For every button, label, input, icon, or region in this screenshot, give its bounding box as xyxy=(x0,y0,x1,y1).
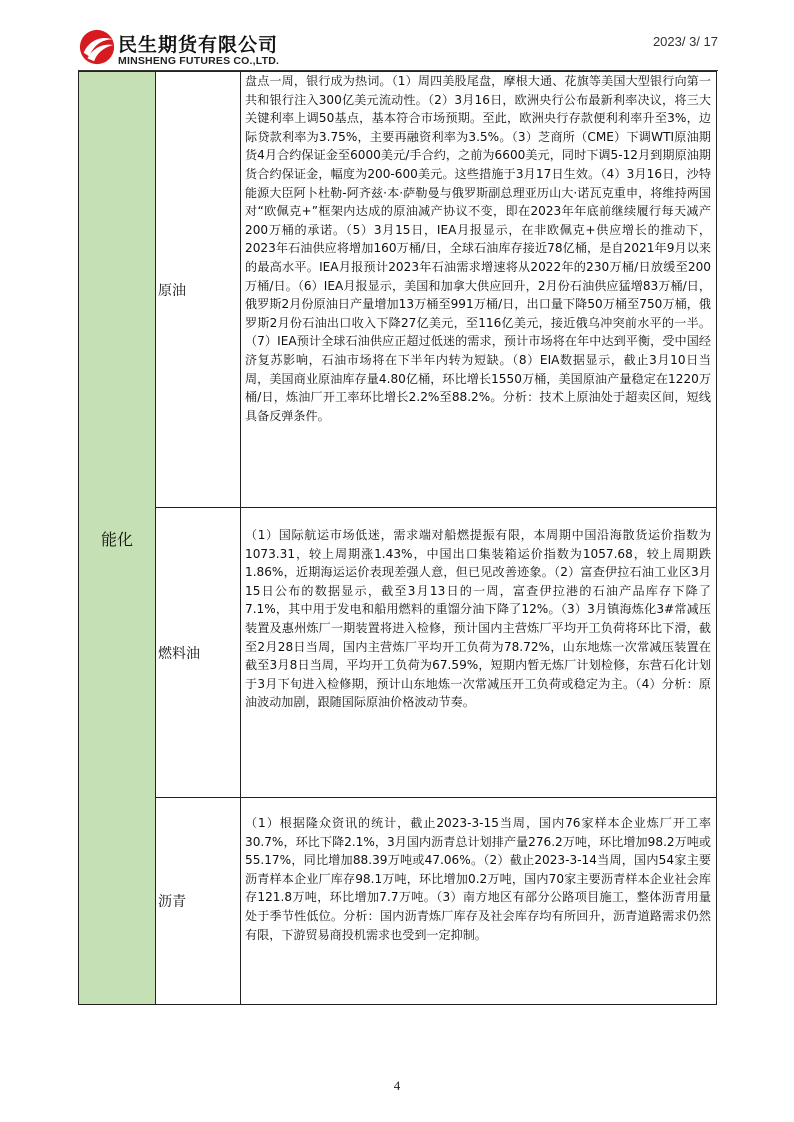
commodity-label: 原油 xyxy=(158,282,186,299)
content-text: （1）根据隆众资讯的统计，截止2023-3-15当周，国内76家样本企业炼厂开工率30.7%，环比下降2.1%，3月国内沥青总计划排产量276.2万吨，环比增加98.2万吨或55.17%，同比增加88.39万吨或47.06%。（2）截止2023-3-14当周，国内54家主要沥青样本企业厂库存98.1万吨，环比增加0.2万吨，国内70家主要沥青样本企业社会库存121.8万吨，环比增加7.7万吨。（3）南方地区有部分公路项目施工，整体沥青用量处于季节性低位。分析：国内沥青炼厂库存及社会库存均有所回升，沥青道路需求仍然有限，下游贸易商投机需求也受到一定抑制。 xyxy=(245,816,711,942)
commodity-name-fuel-oil xyxy=(156,508,241,798)
commodity-name-crude-oil xyxy=(156,72,241,508)
company-name-cn: 民生期货有限公司 xyxy=(118,34,279,56)
commodity-content-crude-oil xyxy=(241,72,717,508)
table-row xyxy=(79,72,717,508)
report-date: 2023/ 3/ 17 xyxy=(652,34,718,49)
table-row xyxy=(79,798,717,1005)
table-row xyxy=(79,508,717,798)
page-header xyxy=(78,22,718,74)
commodity-name-asphalt xyxy=(156,798,241,1005)
sector-cell xyxy=(79,72,156,1005)
commodity-label: 沥青 xyxy=(158,894,186,910)
content-text: （1）国际航运市场低迷，需求端对船燃提振有限，本周期中国沿海散货运价指数为1073.31，较上周期涨1.43%，中国出口集装箱运价指数为1057.68，较上周期跌1.86%，近期海运运价表现差强人意，但已见改善迹象。（2）富查伊拉石油工业区3月15日公布的数据显示，截至3月13日的一周，富查伊拉港的石油产品库存下降了7.1%，其中用于发电和船用燃料的重馏分油下降了12%。（3）3月镇海炼化3#常减压装置及惠州炼厂一期装置将进入检修，预计国内主营炼厂平均开工负荷将环比下滑，截至2月28日当周，国内主营炼厂平均开工负荷为78.72%，山东地炼一次常减压装置在截至3月8日当周，平均开工负荷为67.59%，短期内暂无炼厂计划检修，东营石化计划于3月下旬进入检修期，预计山东地炼一次常减压开工负荷或稳定为主。（4）分析：原油波动加剧，跟随国际原油价格波动节奏。 xyxy=(245,528,711,710)
commodity-table xyxy=(78,71,717,1005)
sector-label: 能化 xyxy=(100,529,133,549)
commodity-content-asphalt xyxy=(241,798,717,1005)
commodity-label: 燃料油 xyxy=(158,645,200,662)
content-text: 盘点一周，银行成为热词。（1）周四美股尾盘，摩根大通、花旗等美国大型银行向第一共和银行注入300亿美元流动性。（2）3月16日，欧洲央行公布最新利率决议，将三大关键利率上调50基点，基本符合市场预期。至此，欧洲央行存款便利利率升至3%，边际贷款利率为3.75%，主要再融资利率为3.5%。（3）芝商所（CME）下调WTI原油期货4月合约保证金至6000美元/手合约，之前为6600美元，同时下调5-12月到期原油期货合约保证金，幅度为200-600美元。这些措施于3月17日生效。（4）3月16日，沙特能源大臣阿卜杜勒-阿齐兹·本·萨勒曼与俄罗斯副总理亚历山大·诺瓦克重申，将维持两国对“欧佩克+”框架内达成的原油减产协议不变，即在2023年年底前继续履行每天减产200万桶的承诺。（5）3月15日，IEA月报显示，在非欧佩克+供应增长的推动下，2023年石油供应将增加160万桶/日，全球石油库存接近78亿桶，是自2021年9月以来的最高水平。IEA月报预计2023年石油需求增速将从2022年的230万桶/日放缓至200万桶/日。（6）IEA月报显示，美国和加拿大供应回升，2月份石油供应猛增83万桶/日，俄罗斯2月份原油日产量增加13万桶至991万桶/日，出口量下降50万桶至750万桶，俄罗斯2月份石油出口收入下降27亿美元，至116亿美元，接近俄乌冲突前水平的一半。（7）IEA预计全球石油供应正超过低迷的需求，预计市场将在年中达到平衡，受中国经济复苏影响，石油市场将在下半年内转为短缺。（8）EIA数据显示，截止3月10日当周，美国商业原油库存量4.80亿桶，环比增长1550万桶，美国原油产量稳定在1220万桶/日，炼油厂开工率环比增长2.2%至88.2%。分析：技术上原油处于超卖区间，短线具备反弹条件。 xyxy=(245,74,711,423)
commodity-content-fuel-oil xyxy=(241,508,717,798)
company-name-en: MINSHENG FUTURES CO.,LTD. xyxy=(118,55,280,67)
minsheng-logo-icon xyxy=(78,28,116,66)
page-number: 4 xyxy=(393,1078,401,1093)
